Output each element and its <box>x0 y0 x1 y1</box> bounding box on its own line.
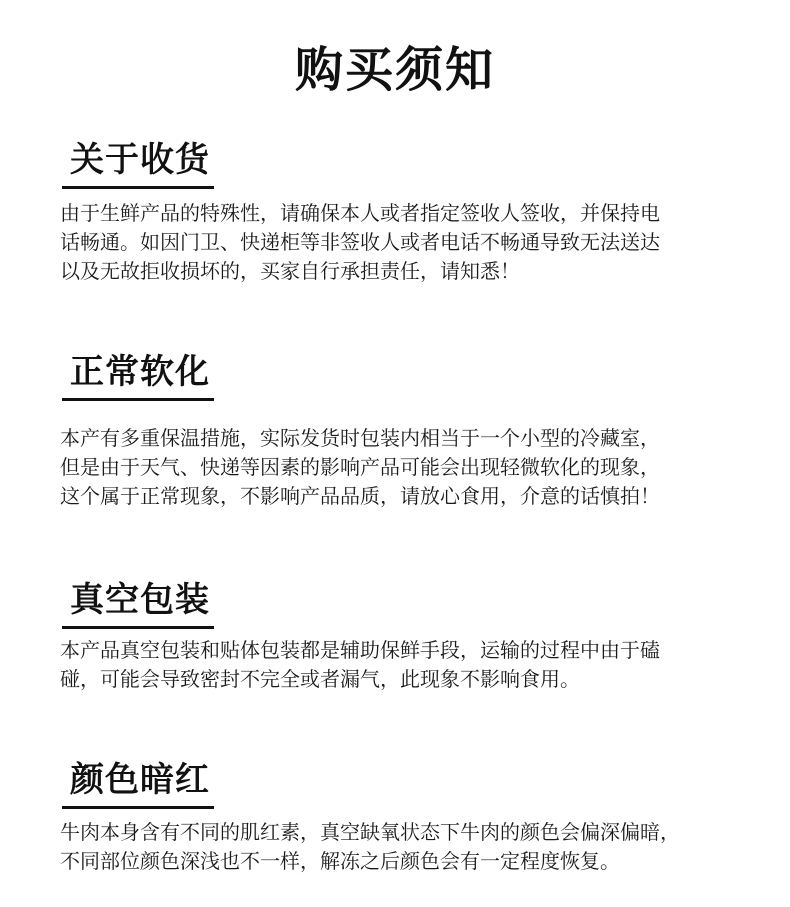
body-line: 由于生鲜产品的特殊性，请确保本人或者指定签收人签收，并保持电 <box>60 201 660 225</box>
page-title: 购买须知 <box>294 42 495 98</box>
section-heading-vacuum-packaging: 真空包装 <box>70 580 210 620</box>
body-line: 不同部位颜色深浅也不一样，解冻之后颜色会有一定程度恢复。 <box>60 849 620 873</box>
section-body-softening <box>60 424 740 511</box>
body-line: 本产有多重保温措施，实际发货时包装内相当于一个小型的冷藏室， <box>60 426 660 450</box>
section-body-receiving <box>60 199 740 286</box>
body-line: 这个属于正常现象，不影响产品品质，请放心食用，介意的话慎拍！ <box>60 484 660 508</box>
section-body-vacuum-packaging <box>60 636 740 694</box>
heading-underline <box>62 626 214 629</box>
body-line: 本产品真空包装和贴体包装都是辅助保鲜手段，运输的过程中由于磕 <box>60 638 660 662</box>
section-heading-receiving: 关于收货 <box>70 140 210 180</box>
heading-underline <box>62 398 214 401</box>
section-body-dark-red-color <box>60 818 740 876</box>
body-line: 但是由于天气、快递等因素的影响产品可能会出现轻微软化的现象， <box>60 455 660 479</box>
heading-underline <box>62 806 214 809</box>
body-line: 话畅通。如因门卫、快递柜等非签收人或者电话不畅通导致无法送达 <box>60 230 660 254</box>
body-line: 碰，可能会导致密封不完全或者漏气，此现象不影响食用。 <box>60 667 580 691</box>
body-line: 牛肉本身含有不同的肌红素，真空缺氧状态下牛肉的颜色会偏深偏暗， <box>60 820 680 844</box>
section-heading-softening: 正常软化 <box>70 352 210 392</box>
body-line: 以及无故拒收损坏的，买家自行承担责任，请知悉！ <box>60 259 520 283</box>
heading-underline <box>62 186 214 189</box>
section-heading-dark-red-color: 颜色暗红 <box>70 760 210 800</box>
